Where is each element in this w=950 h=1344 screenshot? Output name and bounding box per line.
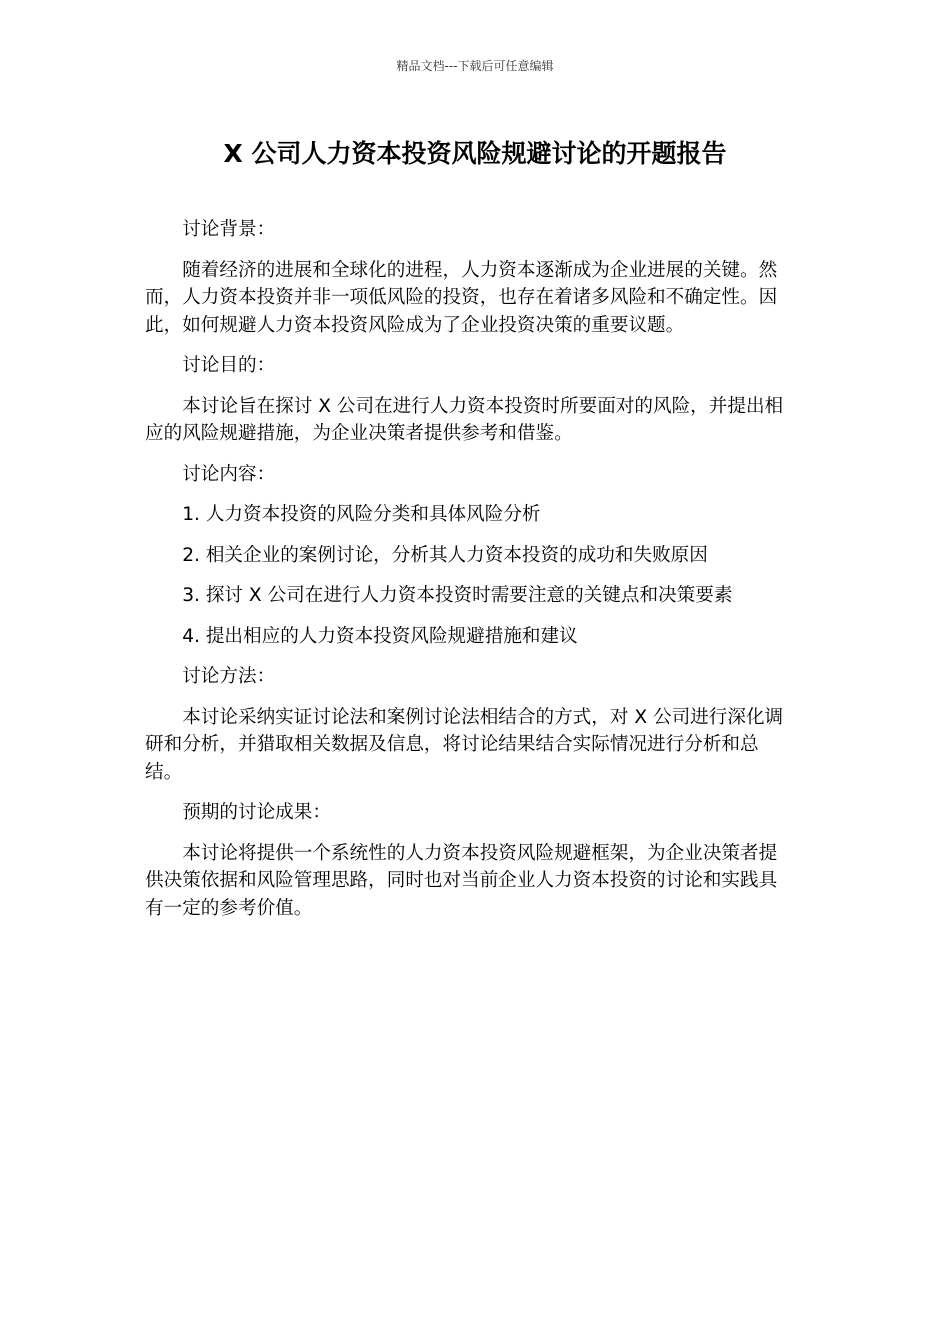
header-note: 精品文档---下载后可任意编辑	[396, 59, 554, 73]
purpose-paragraph: 本讨论旨在探讨 X 公司在进行人力资本投资时所要面对的风险，并提出相应的风险规避措施，为企业决策者提供参考和借鉴。	[145, 395, 784, 444]
results-heading: 预期的讨论成果：	[182, 802, 331, 823]
content-list-item: 3. 探讨 X 公司在进行人力资本投资时需要注意的关键点和决策要素	[182, 585, 733, 606]
background-paragraph: 随着经济的进展和全球化的进程，人力资本逐渐成为企业进展的关键。然而，人力资本投资并非一项低风险的投资，也存在着诸多风险和不确定性。因此，如何规避人力资本投资风险成为了企业投资决策的重要议题。	[145, 259, 778, 336]
document-title: X 公司人力资本投资风险规避讨论的开题报告	[223, 139, 727, 168]
background-heading: 讨论背景：	[182, 219, 276, 240]
content-list-item: 2. 相关企业的案例讨论，分析其人力资本投资的成功和失败原因	[182, 544, 708, 566]
method-paragraph: 本讨论采纳实证讨论法和案例讨论法相结合的方式，对 X 公司进行深化调研和分析，并猎取相关数据及信息，将讨论结果结合实际情况进行分析和总结。	[145, 706, 784, 783]
content-list-item: 4. 提出相应的人力资本投资风险规避措施和建议	[182, 625, 578, 647]
purpose-heading: 讨论目的：	[182, 355, 276, 376]
content-heading: 讨论内容：	[182, 463, 276, 485]
method-heading: 讨论方法：	[182, 666, 276, 687]
results-paragraph: 本讨论将提供一个系统性的人力资本投资风险规避框架，为企业决策者提供决策依据和风险管理思路，同时也对当前企业人力资本投资的讨论和实践具有一定的参考价值。	[145, 842, 778, 919]
document-body	[145, 216, 795, 935]
content-list-item: 1. 人力资本投资的风险分类和具体风险分析	[182, 504, 541, 525]
